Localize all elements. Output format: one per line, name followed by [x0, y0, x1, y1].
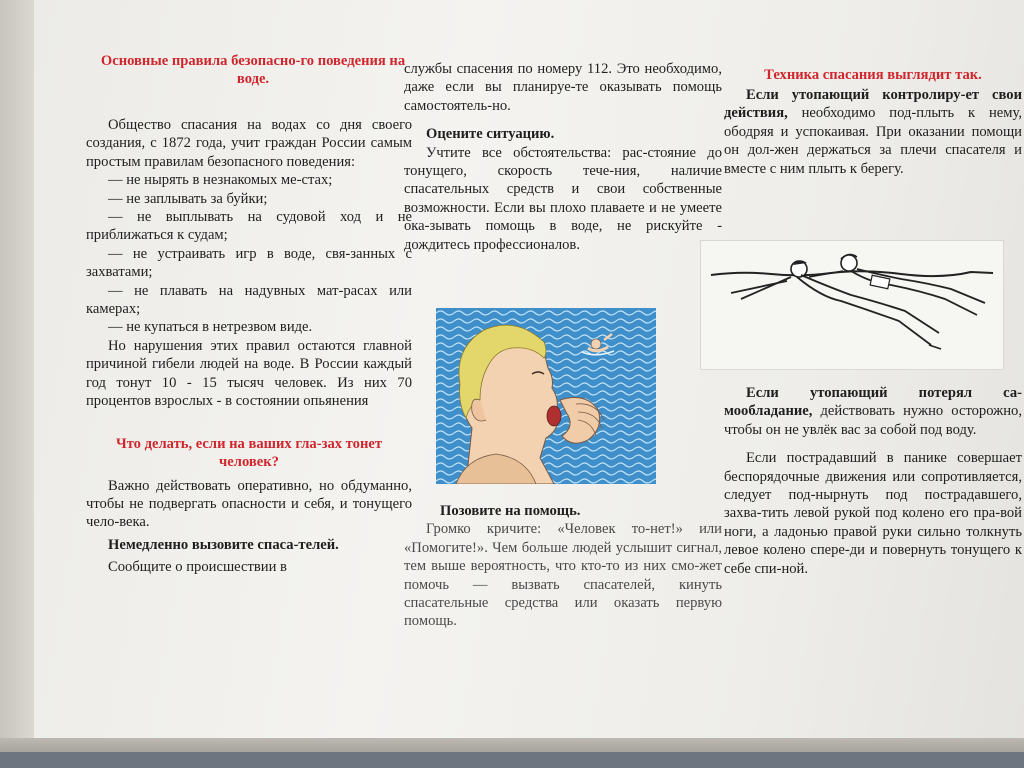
- rule-item: — не плавать на надувных мат-расах или камерах;: [86, 282, 412, 318]
- stats-paragraph: Но нарушения этих правил остаются главной причиной гибели людей на воде. В России каждый год тонут 10 - 15 тысяч человек. Из них 70 процентов взрослых - в состоянии опьянения: [86, 337, 412, 410]
- rule-item: — не устраивать игр в воде, свя-занных с захватами;: [86, 245, 412, 281]
- assess-title: Оцените ситуацию.: [426, 126, 555, 143]
- control-text: необходимо под-плыть к нему, ободряя и успокаивая. При оказании помощи он дол-жен держаться за плечи спасателя и вместе с ним плыть к берегу.: [724, 105, 1022, 177]
- rule-item: — не нырять в незнакомых ме-стах;: [108, 172, 333, 189]
- call-rescuers-title: Немедленно вызовите спаса-телей.: [108, 536, 339, 553]
- rules-list: [86, 171, 412, 337]
- intro-paragraph: Общество спасания на водах со дня своего создания, с 1872 года, учит граждан России самым простым правилам безопасного поведения:: [86, 117, 412, 170]
- report-paragraph: Сообщите о происшествии в: [108, 559, 287, 576]
- lost-text: действовать нужно осторожно, чтобы он не увлёк вас за собой под воду.: [724, 403, 1022, 438]
- important-paragraph: Важно действовать оперативно, но обдуманно, чтобы не подвергать опасности и себя, и тонущего чело-века.: [86, 477, 412, 531]
- column-right-lower: [724, 0, 1022, 578]
- rule-item: — не заплывать за буйки;: [108, 190, 268, 207]
- lost-bold: Если утопающий потерял са-мообладание,: [724, 385, 1022, 420]
- heading-drowning: Что делать, если на ваших гла-зах тонет человек?: [115, 435, 383, 470]
- continuation-paragraph: службы спасения по номеру 112. Это необходимо, даже если вы планируе-те оказывать помощь самостоятель-но.: [404, 61, 722, 114]
- column-left: [86, 0, 412, 577]
- help-paragraph: Громко кричите: «Человек то-нет!» или «Помогите!». Чем больше людей услышит сигнал, тем выше вероятность, что кто-то из них смо-жет помочь — вызвать спасателей, кинуть спасательные средства или оказать первую помощь.: [404, 521, 722, 630]
- rule-item: — не выплывать на судовой ход и не приближаться к судам;: [86, 209, 412, 244]
- assess-paragraph: Учтите все обстоятельства: рас-стояние до тонущего, скорость тече-ния, наличие спасательных средств и свои собственные возможности. Если вы плохо плаваете и не умеете ока-зывать помощь в воде, не рискуйте - дождитесь профессионалов.: [404, 144, 722, 253]
- document-page: [34, 0, 1024, 738]
- rule-item: — не купаться в нетрезвом виде.: [108, 319, 313, 336]
- heading-rescue-technique: Техника спасания выглядит так.: [764, 67, 982, 83]
- lost-control-paragraph: [724, 384, 1022, 439]
- heading-safety-rules: Основные правила безопасно-го поведения на воде.: [100, 53, 406, 87]
- taskbar-strip: [0, 752, 1024, 768]
- control-bold: Если утопающий контролиру-ет свои действия,: [724, 87, 1022, 122]
- panic-paragraph: Если пострадавший в панике совершает беспорядочные движения или сопротивляется, следует под-нырнуть под пострадавшего, захва-тить левой рукой под колено его пра-вой ноги, а ладонью правой руки сильно толкнуть левое колено спере-ди и повернуть тонущего к себе спи-ной.: [724, 450, 1022, 577]
- column-middle-lower: [404, 0, 722, 631]
- help-title: Позовите на помощь.: [440, 503, 581, 519]
- monitor-bezel-left: [0, 0, 34, 768]
